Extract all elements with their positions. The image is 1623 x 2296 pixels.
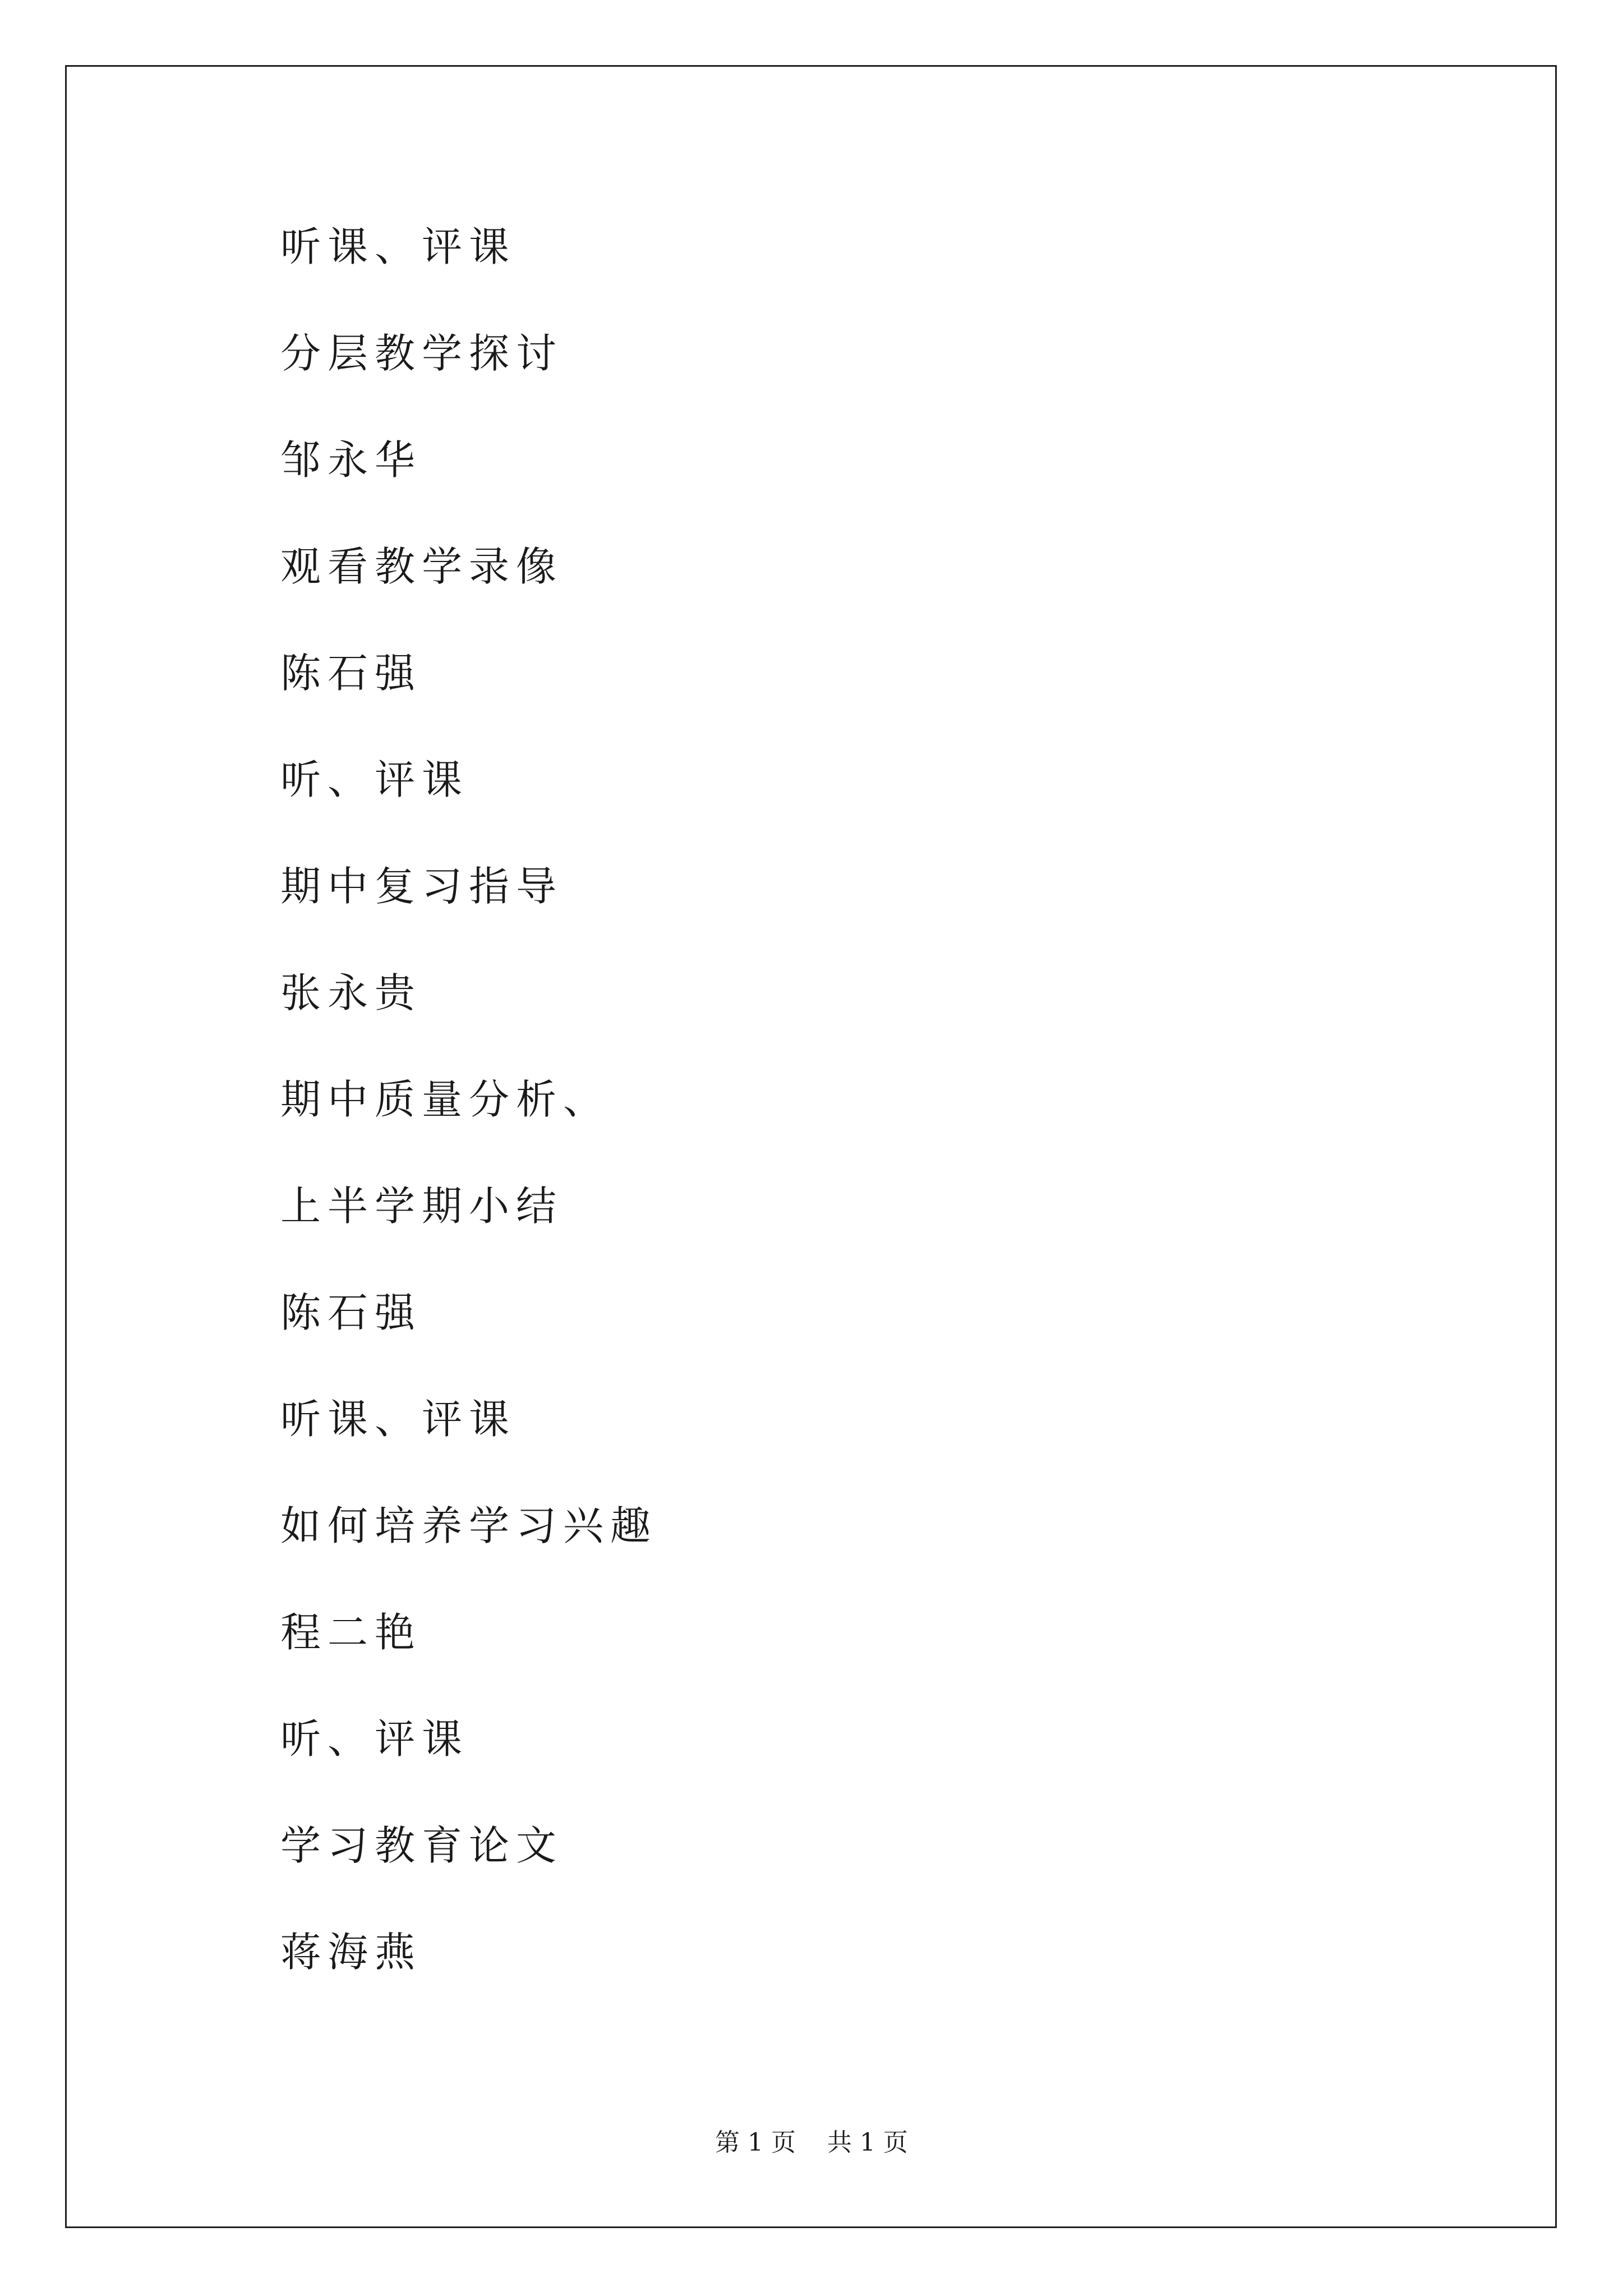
text-line: 听、评课: [280, 1715, 469, 1763]
text-line: 观看教学录像: [280, 543, 564, 590]
page-number-footer: 第 1 页 共 1 页: [715, 2128, 908, 2157]
text-line: 上半学期小结: [280, 1182, 564, 1230]
text-line: 张永贵: [280, 969, 422, 1016]
text-line: 分层教学探讨: [280, 330, 564, 377]
text-line: 听、评课: [280, 756, 469, 803]
text-line: 陈石强: [280, 650, 422, 697]
text-line: 听课、评课: [280, 1396, 517, 1443]
text-line: 蒋海燕: [280, 1929, 422, 1976]
text-line: 程二艳: [280, 1609, 422, 1656]
text-line: 期中质量分析、: [280, 1076, 611, 1123]
text-line: 陈石强: [280, 1289, 422, 1336]
text-line: 学习教育论文: [280, 1822, 564, 1869]
text-line: 邹永华: [280, 436, 422, 484]
text-line: 如何培养学习兴趣: [280, 1502, 658, 1549]
text-line: 听课、评课: [280, 223, 517, 270]
text-line: 期中复习指导: [280, 863, 564, 910]
document-body: [280, 213, 1402, 2025]
